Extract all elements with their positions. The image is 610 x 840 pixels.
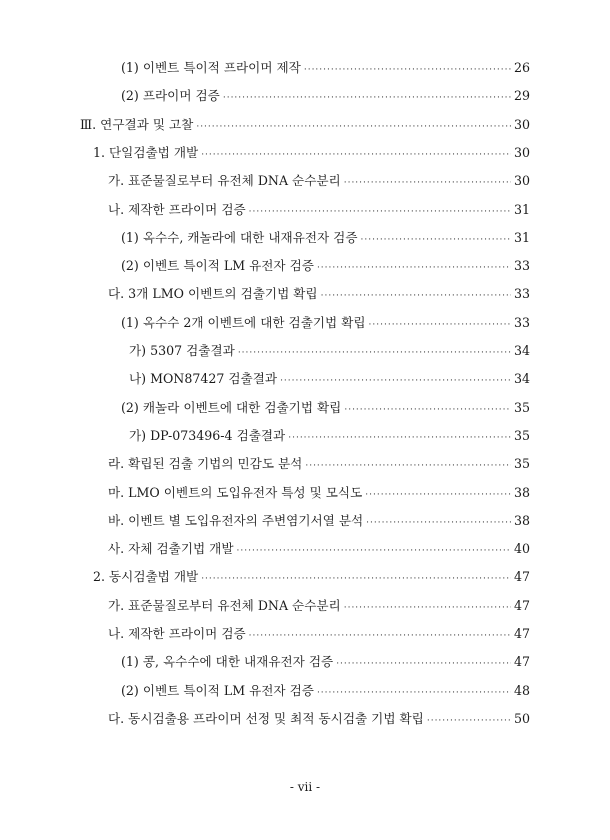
leader-dots <box>249 631 511 641</box>
toc-entry-page: 38 <box>513 484 530 500</box>
toc-entry-label: 나. 제작한 프라이머 검증 <box>108 201 246 217</box>
toc-entry[interactable] <box>129 368 530 396</box>
toc-entry[interactable] <box>108 283 530 311</box>
toc-entry[interactable] <box>121 651 530 679</box>
toc-entry[interactable] <box>121 397 530 425</box>
toc-entry-label: 가. 표준물질로부터 유전체 DNA 순수분리 <box>108 173 341 189</box>
toc-entry-label: 나) MON87427 검출결과 <box>129 371 278 387</box>
toc-entry-page: 30 <box>513 173 530 189</box>
toc-entry-page: 31 <box>513 229 530 245</box>
leader-dots <box>249 207 511 217</box>
toc-entry-page: 33 <box>513 258 530 274</box>
toc-entry[interactable] <box>129 340 530 368</box>
toc-entry[interactable] <box>108 623 530 651</box>
leader-dots <box>344 405 511 415</box>
toc-entry-label: (1) 이벤트 특이적 프라이머 제작 <box>121 60 301 75</box>
toc-entry[interactable] <box>108 199 530 227</box>
leader-dots <box>196 122 511 132</box>
leader-dots <box>361 235 511 245</box>
toc-entry[interactable] <box>108 595 530 623</box>
toc-entry-page: 50 <box>513 710 530 726</box>
toc-entry[interactable] <box>121 255 530 283</box>
leader-dots <box>280 376 511 386</box>
leader-dots <box>237 546 511 556</box>
toc-entry-label: 1. 단일검출법 개발 <box>93 144 199 160</box>
toc-entry-label: 다. 동시검출용 프라이머 선정 및 최적 동시검출 기법 확립 <box>108 710 424 726</box>
leader-dots <box>238 348 511 358</box>
toc-entry-label: 가) DP-073496-4 검출결과 <box>129 427 286 443</box>
toc-entry-page: 34 <box>513 343 530 358</box>
toc-entry[interactable] <box>108 170 530 198</box>
toc-entry-label: (2) 이벤트 특이적 LM 유전자 검증 <box>121 258 314 274</box>
toc-entry-page: 47 <box>513 654 530 670</box>
leader-dots <box>288 433 511 443</box>
toc-entry-page: 31 <box>513 201 530 217</box>
leader-dots <box>369 320 511 330</box>
toc-entry[interactable] <box>108 708 530 736</box>
toc-entry-page: 47 <box>513 597 530 613</box>
toc-entry-label: 가) 5307 검출결과 <box>129 343 235 358</box>
toc-entry-label: (1) 콩, 옥수수에 대한 내재유전자 검증 <box>121 654 334 670</box>
toc-entry[interactable] <box>108 538 530 566</box>
toc-entry-label: (2) 프라이머 검증 <box>121 88 220 104</box>
toc-entry[interactable] <box>93 566 530 594</box>
toc-entry[interactable] <box>108 510 530 538</box>
toc-entry-page: 33 <box>513 314 530 330</box>
toc-entry[interactable] <box>121 680 530 708</box>
toc-entry-page: 35 <box>513 456 530 472</box>
page-number-footer: - vii - <box>289 780 321 794</box>
toc-entry-page: 33 <box>513 286 530 302</box>
leader-dots <box>427 716 511 726</box>
toc-entry-page: 34 <box>513 371 530 387</box>
toc-entry-label: 바. 이벤트 별 도입유전자의 주변염기서열 분석 <box>108 512 364 528</box>
toc-entry-page: 30 <box>513 116 530 132</box>
toc-entry-label: (2) 이벤트 특이적 LM 유전자 검증 <box>121 682 314 698</box>
toc-entry-page: 40 <box>513 541 530 557</box>
leader-dots <box>365 490 511 500</box>
leader-dots <box>336 659 511 669</box>
toc-entry-label: 다. 3개 LMO 이벤트의 검출기법 확립 <box>108 286 318 302</box>
toc-entry[interactable] <box>93 142 530 170</box>
leader-dots <box>317 688 511 698</box>
toc-entry-label: (1) 옥수수, 캐놀라에 대한 내재유전자 검증 <box>121 229 358 245</box>
toc-entry-label: 가. 표준물질로부터 유전체 DNA 순수분리 <box>108 597 341 613</box>
toc-entry[interactable] <box>80 114 530 142</box>
toc-entry-label: (1) 옥수수 2개 이벤트에 대한 검출기법 확립 <box>121 314 366 330</box>
toc-entry-page: 47 <box>513 626 530 641</box>
toc-entry-page: 26 <box>513 60 530 75</box>
toc-entry-page: 30 <box>513 144 530 160</box>
leader-dots <box>305 461 511 471</box>
toc-entry-page: 47 <box>513 569 530 585</box>
leader-dots <box>366 518 511 528</box>
toc-entry-page: 29 <box>513 88 530 104</box>
toc-entry[interactable] <box>108 482 530 510</box>
toc-entry-label: Ⅲ. 연구결과 및 고찰 <box>80 116 194 132</box>
toc-entry-label: 마. LMO 이벤트의 도입유전자 특성 및 모식도 <box>108 484 363 500</box>
leader-dots <box>344 178 511 188</box>
toc-entry-label: 2. 동시검출법 개발 <box>93 569 199 585</box>
toc-entry-page: 38 <box>513 512 530 528</box>
toc-entry-page: 48 <box>513 682 530 698</box>
leader-dots <box>344 603 511 613</box>
toc-entry-label: 나. 제작한 프라이머 검증 <box>108 626 246 641</box>
toc-entry-page: 35 <box>513 399 530 415</box>
toc-entry[interactable] <box>121 227 530 255</box>
leader-dots <box>317 263 511 273</box>
leader-dots <box>201 150 511 160</box>
toc-entry[interactable] <box>129 425 530 453</box>
leader-dots <box>321 291 511 301</box>
toc-entry[interactable] <box>121 312 530 340</box>
toc-entry-label: (2) 캐놀라 이벤트에 대한 검출기법 확립 <box>121 399 342 415</box>
toc-entry-label: 라. 확립된 검출 기법의 민감도 분석 <box>108 456 303 472</box>
toc-entry[interactable] <box>121 85 530 113</box>
toc-entry[interactable] <box>121 57 530 85</box>
leader-dots <box>201 574 511 584</box>
toc-entry-page: 35 <box>513 427 530 443</box>
leader-dots <box>304 65 511 75</box>
toc-entry-label: 사. 자체 검출기법 개발 <box>108 541 234 557</box>
toc-entry[interactable] <box>108 453 530 481</box>
leader-dots <box>223 93 511 103</box>
